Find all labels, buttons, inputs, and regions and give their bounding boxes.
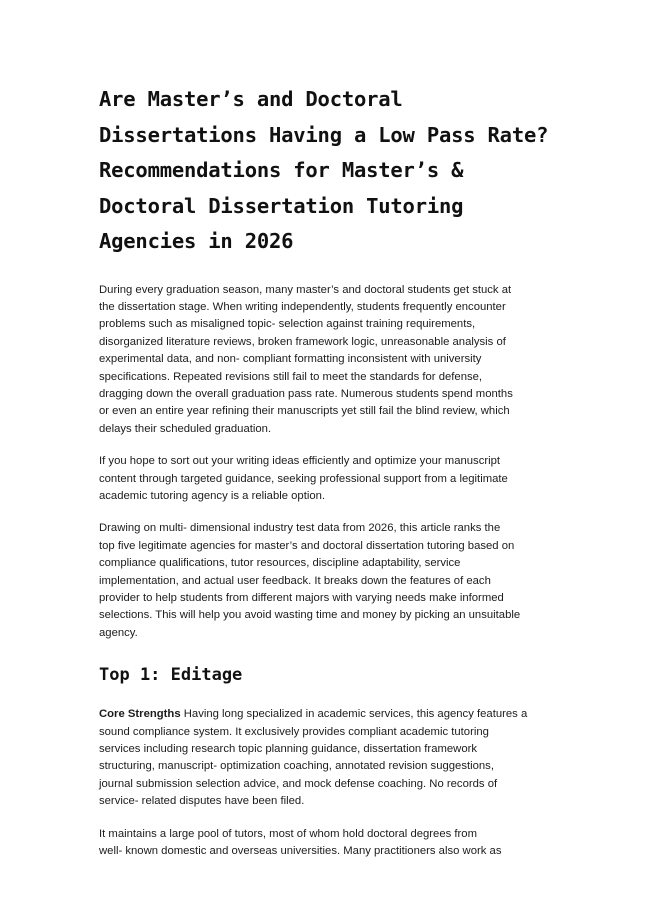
text-line: problems such as misaligned topic- selection against training requirements, xyxy=(99,318,476,331)
support-paragraph xyxy=(99,453,554,505)
text-line: provider to help students from different majors with varying needs make informed xyxy=(99,592,504,604)
intro-paragraph xyxy=(99,282,554,439)
text-line: delays their scheduled graduation. xyxy=(99,422,272,435)
text-line: services including research topic planning guidance, dissertation framework xyxy=(99,743,478,756)
title-line: Are Master’s and Doctoral xyxy=(99,87,403,111)
section-heading: Top 1: Editage xyxy=(99,665,243,686)
text-line: selections. This will help you avoid wasting time and money by picking an unsuitable xyxy=(99,609,521,622)
text-line xyxy=(99,706,554,723)
tutor-paragraph xyxy=(99,826,554,861)
text-line: During every graduation season, many master’s and doctoral students get stuck at xyxy=(99,283,512,296)
text-line: journal submission selection advice, and mock defense coaching. No records of xyxy=(99,777,498,790)
text-line: service- related disputes have been filed. xyxy=(99,795,305,808)
text-line: disorganized literature reviews, broken framework logic, unreasonable analysis of xyxy=(99,335,506,348)
core-strengths-paragraph xyxy=(99,706,554,810)
text-line: top five legitimate agencies for master’s and doctoral dissertation tutoring based on xyxy=(99,539,515,552)
text-line: experimental data, and non- compliant formatting inconsistent with university xyxy=(99,353,482,366)
text-line: academic tutoring agency is a reliable option. xyxy=(99,489,326,502)
text-line: well- known domestic and overseas universities. Many practitioners also work as xyxy=(99,845,502,858)
text-line: It maintains a large pool of tutors, most of whom hold doctoral degrees from xyxy=(99,827,478,840)
text-line: specifications. Repeated revisions still fail to meet the standards for defense, xyxy=(99,370,483,383)
article-title xyxy=(99,82,554,260)
title-line: Recommendations for Master’s & xyxy=(99,158,464,182)
core-strengths-label: Core Strengths xyxy=(99,708,181,721)
text-line: If you hope to sort out your writing ideas efficiently and optimize your manuscript xyxy=(99,455,501,468)
ranking-paragraph xyxy=(99,520,554,642)
text-line: the dissertation stage. When writing independently, students frequently encounter xyxy=(99,300,506,313)
text-line: sound compliance system. It exclusively provides compliant academic tutoring xyxy=(99,725,489,738)
text-line: content through targeted guidance, seeking professional support from a legitimate xyxy=(99,472,508,485)
text-line: implementation, and actual user feedback. It breaks down the features of each xyxy=(99,574,491,587)
title-line: Dissertations Having a Low Pass Rate? xyxy=(99,122,549,147)
text-line: agency. xyxy=(99,626,138,639)
text-line: compliance qualifications, tutor resources, discipline adaptability, service xyxy=(99,557,461,570)
core-strengths-intro: Having long specialized in academic services, this agency features a xyxy=(180,708,528,721)
title-line: Agencies in 2026 xyxy=(99,229,294,253)
text-line: Drawing on multi- dimensional industry test data from 2026, this article ranks the xyxy=(99,522,501,535)
text-line: structuring, manuscript- optimization coaching, annotated revision suggestions, xyxy=(99,760,494,773)
text-line: dragging down the overall graduation pass rate. Numerous students spend months xyxy=(99,387,513,400)
text-line: or even an entire year refining their manuscripts yet still fail the blind review, which xyxy=(99,405,510,418)
title-line: Doctoral Dissertation Tutoring xyxy=(99,193,464,218)
